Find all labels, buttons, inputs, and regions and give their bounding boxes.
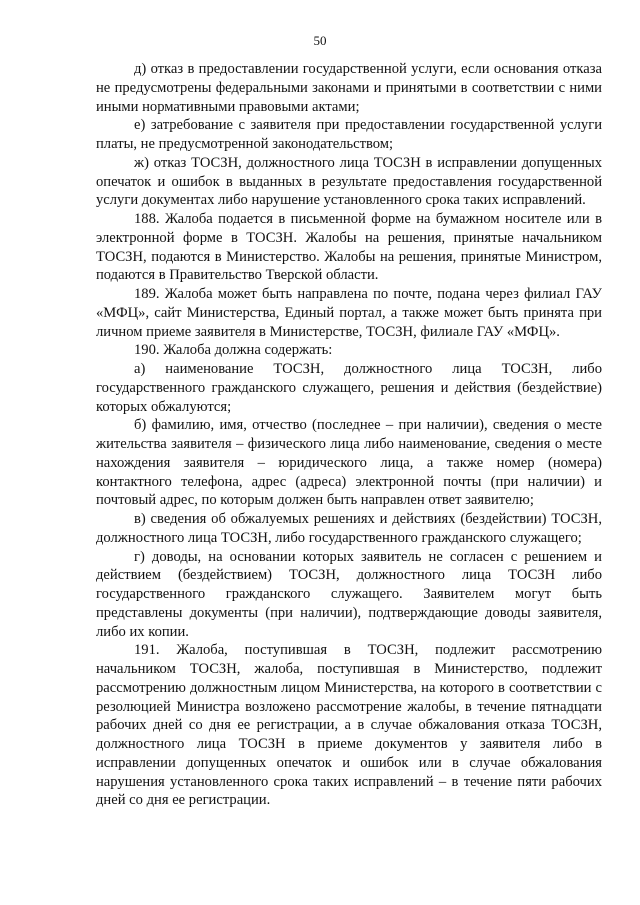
document-body bbox=[96, 60, 602, 810]
paragraph-190-a: а) наименование ТОСЗН, должностного лица ТОСЗН, либо государственного гражданского служащего, решения и действия (бездействие) которых обжалуются; bbox=[96, 361, 602, 415]
paragraph-d-refusal: д) отказ в предоставлении государственной услуги, если основания отказа не предусмотрены федеральными законами и принятыми в соответствии с ними иными нормативными правовыми актами; bbox=[96, 61, 602, 115]
paragraph-190-b: б) фамилию, имя, отчество (последнее – при наличии), сведения о месте жительства заявителя – физического лица либо наименование, сведения о месте нахождения заявителя – юридического лица, а также номер (номера) контактного телефона, адрес (адреса) электронной почты (при наличии) и почтовый адрес, по которым должен быть направлен ответ заявителю; bbox=[96, 417, 602, 509]
paragraph-190-g: г) доводы, на основании которых заявитель не согласен с решением и действием (бездействием) ТОСЗН, должностного лица ТОСЗН либо государственного гражданского служащего. Заявителем могут быть представлены документы (при наличии), подтверждающие доводы заявителя, либо их копии. bbox=[96, 548, 602, 640]
page-number: 50 bbox=[313, 33, 327, 48]
paragraph-191: 191. Жалоба, поступившая в ТОСЗН, подлежит рассмотрению начальником ТОСЗН, жалоба, поступившая в Министерство, подлежит рассмотрению должностным лицом Министерства, на которого в соответствии с резолюцией Министра возложено рассмотрение жалобы, в течение пятнадцати рабочих дней со дня ее регистрации, а в случае обжалования отказа ТОСЗН, должностного лица ТОСЗН в приеме документов у заявителя либо в исправлении допущенных опечаток и ошибок или в случае обжалования нарушения установленного срока таких исправлений – в течение пяти рабочих дней со дня ее регистрации. bbox=[96, 642, 602, 809]
paragraph-189: 189. Жалоба может быть направлена по почте, подана через филиал ГАУ «МФЦ», сайт Министерства, Единый портал, а также может быть принята при личном приеме заявителя в Министерстве, ТОСЗН, филиале ГАУ «МФЦ». bbox=[96, 286, 602, 340]
paragraph-zh-corrections: ж) отказ ТОСЗН, должностного лица ТОСЗН в исправлении допущенных опечаток и ошибок в выданных в результате предоставления государственной услуги документах либо нарушение установленного срока таких исправлений. bbox=[96, 154, 602, 209]
paragraph-190: 190. Жалоба должна содержать: bbox=[134, 342, 333, 359]
paragraph-190-v: в) сведения об обжалуемых решениях и действиях (бездействии) ТОСЗН, должностного лица ТОСЗН, либо государственного гражданского служащего; bbox=[96, 511, 602, 546]
paragraph-e-fee: е) затребование с заявителя при предоставлении государственной услуги платы, не предусмотренной законодательством; bbox=[96, 117, 602, 152]
paragraph-188: 188. Жалоба подается в письменной форме на бумажном носителе или в электронной форме в ТОСЗН. Жалобы на решения, принятые начальником ТОСЗН, подаются в Министерство. Жалобы на решения, принятые Министром, подаются в Правительство Тверской области. bbox=[96, 211, 602, 284]
